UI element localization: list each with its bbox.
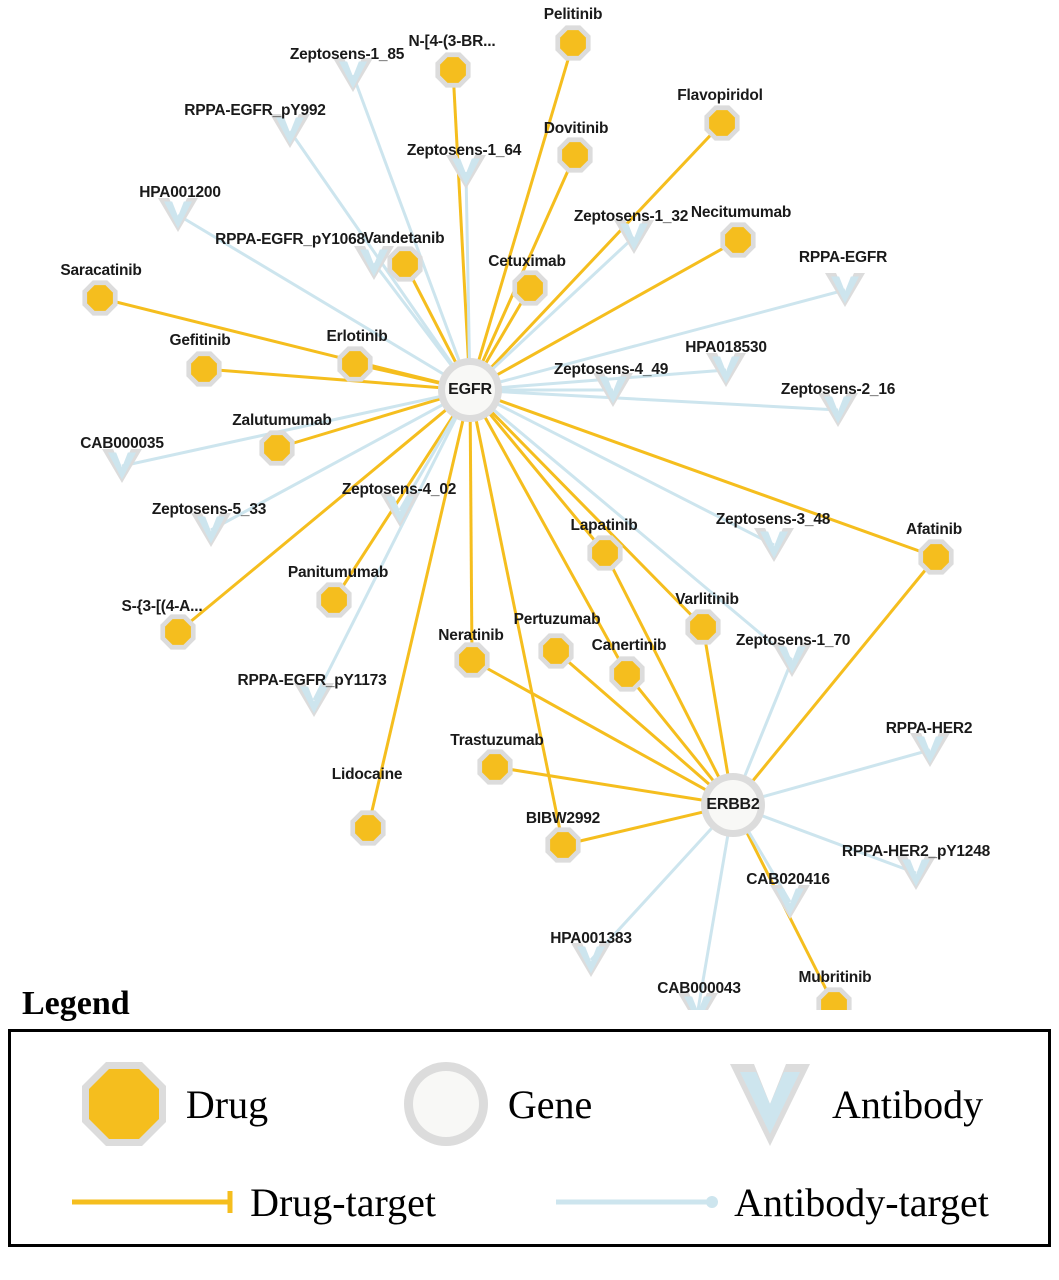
antibody-label: RPPA-EGFR_pY992 [184,102,326,119]
drug-node[interactable] [459,647,485,673]
antibody-label: RPPA-EGFR [798,249,888,266]
edge-drug-target [749,557,936,785]
edge-drug-target [494,399,936,557]
edge-drug-target [477,43,573,365]
drug-node[interactable] [690,614,716,640]
legend-item-drug-target [70,1179,436,1226]
edge-antibody-target [353,75,461,366]
drug-label: Necitumumab [690,204,792,221]
gene-label: ERBB2 [706,796,760,813]
antibody-label: HPA001200 [139,184,221,201]
drug-label: Dovitinib [543,120,609,137]
antibody-label: Zeptosens-4_49 [553,361,669,378]
legend-label-drug: Drug [185,1081,269,1127]
drug-label: Afatinib [905,521,963,538]
antibody-label: CAB000035 [80,435,164,452]
drug-label: Neratinib [438,627,504,644]
antibody-label: CAB000043 [657,980,741,997]
drug-node[interactable] [725,227,751,253]
drug-node[interactable] [165,619,191,645]
legend-label-drug-target: Drug-target [250,1179,436,1225]
antibody-label: Zeptosens-3_48 [715,511,831,528]
drug-node[interactable] [482,754,508,780]
antibody-label: Zeptosens-4_02 [341,481,457,498]
drug-node[interactable] [355,815,381,841]
drug-label: Varlitinib [675,591,739,608]
drug-node[interactable] [440,57,466,83]
legend-item-antibody [722,1056,983,1152]
legend-edges-row [11,1167,1048,1237]
antibody-target-edge-icon [554,1187,724,1217]
antibody-label: Zeptosens-1_70 [735,632,851,649]
edge-drug-target [627,674,717,785]
antibody-vee-icon [722,1056,818,1152]
drug-node[interactable] [264,435,290,461]
drug-label: Pelitinib [543,6,603,23]
drug-node[interactable] [709,110,735,136]
edge-antibody-target [495,290,845,383]
drug-label: Mubritinib [798,969,872,986]
antibody-label: RPPA-EGFR_pY1068 [215,231,365,248]
drug-label: Erlotinib [326,328,388,345]
gene-circle-icon [398,1056,494,1152]
drug-node[interactable] [560,30,586,56]
drug-label: Cetuximab [488,253,566,270]
drug-node[interactable] [517,275,543,301]
drug-node[interactable] [614,661,640,687]
antibody-label: Zeptosens-1_32 [573,208,689,225]
drug-node[interactable] [592,540,618,566]
drug-octagon-icon [76,1056,172,1152]
drug-label: S-{3-[(4-A... [121,598,203,615]
antibody-label: RPPA-HER2 [885,720,973,737]
antibody-label: Zeptosens-2_16 [780,381,896,398]
drug-label: Canertinib [591,637,667,654]
drug-label: Trastuzumab [450,732,544,749]
drug-node[interactable] [550,832,576,858]
legend-label-antibody-target: Antibody-target [734,1179,989,1225]
antibody-label: RPPA-HER2_pY1248 [841,843,991,860]
edge-antibody-target [314,413,458,700]
antibody-label: HPA001383 [550,930,632,947]
drug-node[interactable] [562,142,588,168]
drug-label: BIBW2992 [525,810,601,827]
drug-label: Lidocaine [331,766,403,783]
drug-node[interactable] [342,351,368,377]
legend-title: Legend [22,985,130,1022]
legend-item-gene [398,1056,592,1152]
legend-label-gene: Gene [507,1081,593,1127]
drug-label: Flavopiridol [677,87,763,104]
antibody-label: RPPA-EGFR_pY1173 [237,672,387,689]
antibody-label: Zeptosens-1_85 [289,46,405,63]
legend-item-antibody-target [554,1179,989,1226]
legend-box [8,1029,1051,1247]
drug-label: Panitumumab [287,564,389,581]
gene-label: EGFR [448,381,492,398]
drug-label: Zalutumumab [232,412,332,429]
drug-label: Lapatinib [570,517,638,534]
edge-drug-target [488,123,722,371]
antibody-label: Zeptosens-5_33 [151,501,267,518]
drug-label: Gefitinib [169,332,231,349]
legend [0,985,1059,1247]
drug-node[interactable] [392,251,418,277]
drug-label: Saracatinib [60,262,142,279]
edge-drug-target [204,369,444,388]
drug-label: Vandetanib [363,230,445,247]
drug-label: Pertuzumab [513,611,601,628]
antibody-label: HPA018530 [685,339,767,356]
legend-shapes-row [11,1054,1048,1154]
drug-node[interactable] [923,544,949,570]
drug-node[interactable] [87,285,113,311]
legend-item-drug [76,1056,268,1152]
edge-drug-target [470,416,472,660]
drug-target-edge-icon [70,1187,240,1217]
legend-label-antibody: Antibody [832,1081,984,1127]
antibody-label: Zeptosens-1_64 [406,142,522,159]
drug-node[interactable] [543,638,569,664]
edge-drug-target [100,298,445,384]
drug-node[interactable] [321,587,347,613]
drug-node[interactable] [191,356,217,382]
antibody-label: CAB020416 [746,871,830,888]
edge-antibody-target [758,750,930,798]
drug-label: N-[4-(3-BR... [408,33,496,50]
